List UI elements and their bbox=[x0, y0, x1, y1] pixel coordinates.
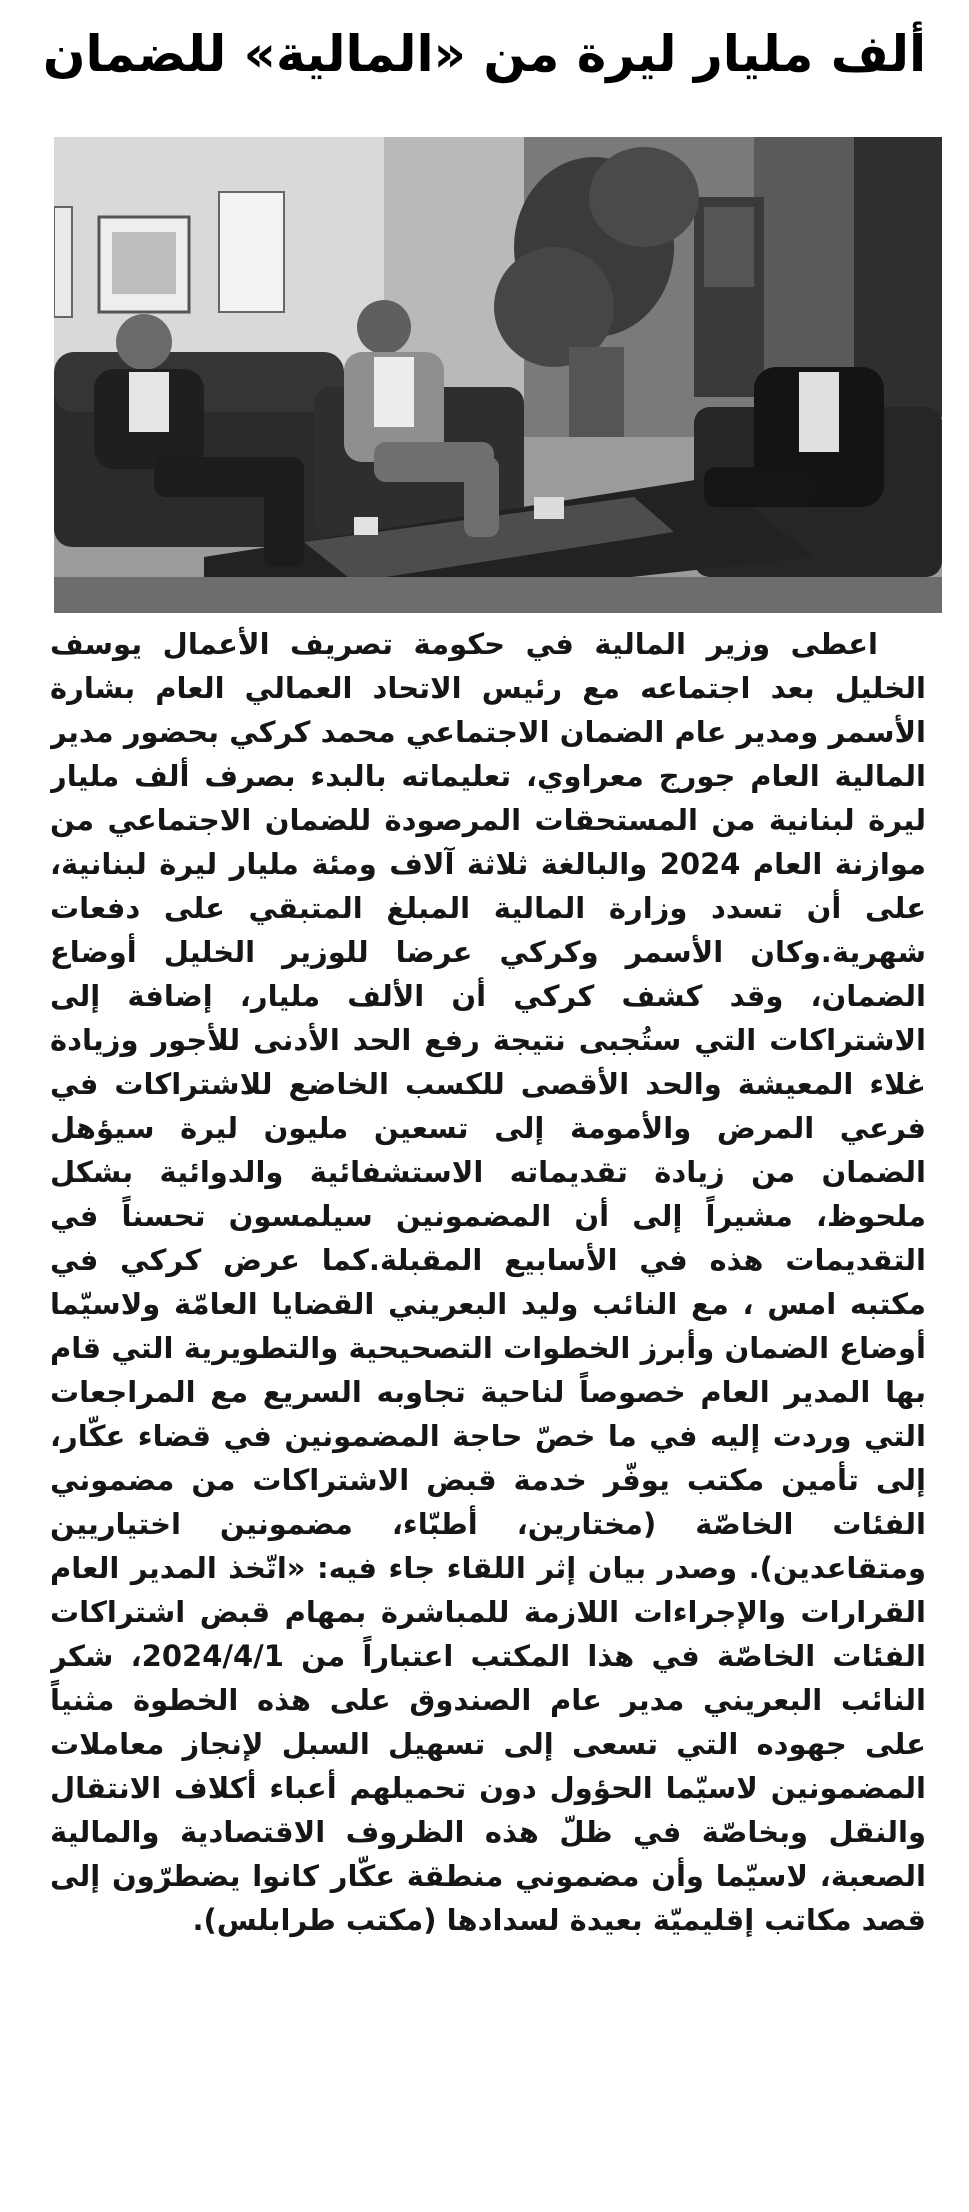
article-photo bbox=[54, 137, 942, 613]
article-body bbox=[50, 622, 926, 2202]
article-headline: ألف مليار ليرة من «المالية» للضمان bbox=[42, 25, 927, 83]
article-body-text: اعطى وزير المالية في حكومة تصريف الأعمال يوسف الخليل بعد اجتماعه مع رئيس الاتحاد العمالي العام بشارة الأسمر ومدير عام الضمان الاجتماعي محمد كركي بحضور مدير المالية العام جورج معراوي، تعليماته بالبدء بصرف ألف مليار ليرة لبنانية من المستحقات المرصودة للضمان الاجتماعي من موازنة العام 2024 والبالغة ثلاثة آلاف ومئة مليار ليرة لبنانية، على أن تسدد وزارة المالية المبلغ المتبقي على دفعات شهرية.وكان الأسمر وكركي عرضا للوزير الخليل أوضاع الضمان، وقد كشف كركي أن الألف مليار، إضافة إلى الاشتراكات التي ستُجبى نتيجة رفع الحد الأدنى للأجور وزيادة غلاء المعيشة والحد الأقصى للكسب الخاضع للاشتراكات في فرعي المرض والأمومة إلى تسعين مليون ليرة سيؤهل الضمان من زيادة تقديماته الاستشفائية والدوائية بشكل ملحوظ، مشيراً إلى أن المضمونين سيلمسون تحسناً في التقديمات هذه في الأسابيع المقبلة.كما عرض كركي في مكتبه امس ، مع النائب وليد البعريني القضايا العامّة ولاسيّما أوضاع الضمان وأبرز الخطوات التصحيحية والتطويرية التي قام بها المدير العام خصوصاً لناحية تجاوبه السريع مع المراجعات التي وردت إليه في ما خصّ حاجة المضمونين في قضاء عكّار، إلى تأمين مكتب يوفّر خدمة قبض الاشتراكات من مضموني الفئات الخاصّة (مختارين، أطبّاء، مضمونين اختياريين ومتقاعدين). وصدر بيان إثر اللقاء جاء فيه: «اتّخذ المدير العام القرارات والإجراءات اللازمة للمباشرة بمهام قبض اشتراكات الفئات الخاصّة في هذا المكتب اعتباراً من 2024/4/1، شكر النائب البعريني مدير عام الصندوق على هذه الخطوة مثنياً على جهوده التي تسعى إلى تسهيل السبل لإنجاز معاملات المضمونين لاسيّما الحؤول دون تحميلهم أعباء أكلاف الانتقال والنقل وبخاصّة في ظلّ هذه الظروف الاقتصادية والمالية الصعبة، لاسيّما وأن مضموني منطقة عكّار كانوا يضطرّون إلى قصد مكاتب إقليميّة بعيدة لسدادها (مكتب طرابلس). bbox=[50, 627, 926, 1937]
